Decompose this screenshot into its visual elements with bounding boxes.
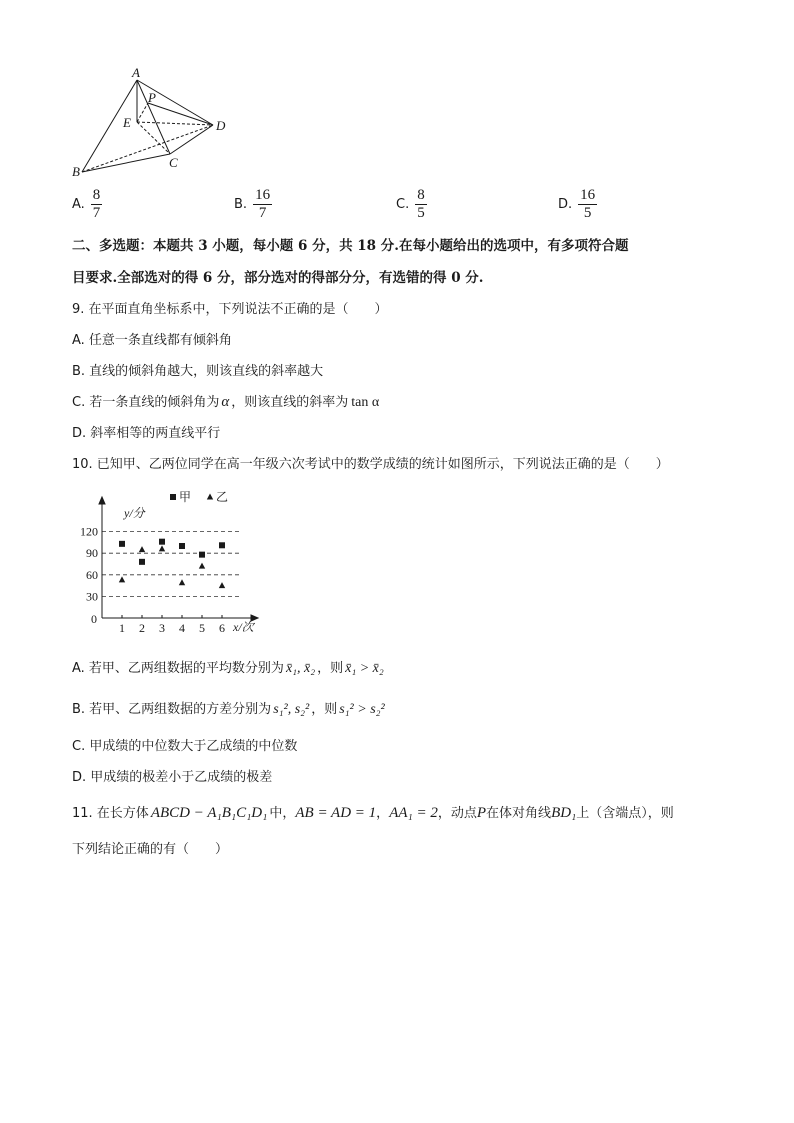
geometry-figure	[70, 66, 240, 181]
edge-bd-dashed	[82, 125, 213, 172]
x-axis-label: x/次	[233, 620, 254, 634]
legend-marker-jia	[170, 494, 176, 500]
mean-symbols: x̄₁, x̄₂	[285, 661, 316, 676]
q9-option-b[interactable]: B. 直线的倾斜角越大，则该直线的斜率越大	[72, 364, 324, 379]
label-e: E	[123, 115, 131, 130]
jia-point-2	[139, 559, 145, 565]
jia-point-1	[119, 541, 125, 547]
x-tick-label-6: 6	[219, 621, 225, 635]
chart-axes	[99, 497, 258, 621]
q8-option-d[interactable]	[558, 187, 597, 222]
variance-inequality: s₁² > s₂²	[339, 702, 385, 717]
option-label: C.	[396, 197, 410, 212]
q10-b-text2: ，则	[311, 702, 338, 717]
score-scatter-chart	[70, 485, 270, 635]
point-p: P	[476, 805, 487, 821]
edge-ed-dashed	[137, 122, 213, 125]
q9-option-d[interactable]: D. 斜率相等的两直线平行	[72, 426, 221, 441]
label-c: C	[169, 155, 178, 170]
option-label: A.	[72, 197, 85, 212]
q9-c-text: C. 若一条直线的倾斜角为	[72, 395, 220, 410]
legend-marker-yi	[207, 494, 213, 500]
x-tick-label-1: 1	[119, 621, 125, 635]
label-p: P	[148, 90, 156, 105]
mean-inequality: x̄₁ > x̄₂	[345, 661, 384, 676]
q10-option-c[interactable]: C. 甲成绩的中位数大于乙成绩的中位数	[72, 739, 298, 754]
eq-ab-ad: AB = AD = 1	[295, 805, 377, 821]
edge-cd	[170, 125, 213, 154]
edge-ep-dashed	[137, 103, 148, 122]
q11-text4: 上（含端点），则	[576, 806, 674, 821]
y-tick-label-120: 120	[80, 524, 98, 539]
y-tick-label-60: 60	[86, 567, 98, 582]
q9-c-text2: ，则该直线的斜率为	[231, 395, 349, 410]
fraction: $\frac{16}{7}$	[255, 187, 271, 221]
alpha-symbol: α	[221, 394, 230, 410]
q8-option-b[interactable]	[234, 187, 272, 222]
origin-label: 0	[91, 612, 97, 626]
jia-point-4	[179, 543, 185, 549]
eq-aa1: AA₁ = 2	[389, 805, 438, 821]
x-tick-label-3: 3	[159, 621, 165, 635]
edge-ec-dashed	[137, 122, 170, 154]
q11-number: 11. 在长方体	[72, 806, 149, 821]
q10-option-b[interactable]	[72, 698, 385, 718]
tan-alpha: tan α	[351, 395, 380, 410]
x-tick-label-5: 5	[199, 621, 205, 635]
diagonal-bd1: BD₁	[551, 805, 577, 821]
q8-option-a[interactable]	[72, 187, 102, 222]
jia-point-5	[199, 552, 205, 558]
label-b: B	[72, 164, 80, 179]
q10-option-d[interactable]: D. 甲成绩的极差小于乙成绩的极差	[72, 770, 273, 785]
q8-option-c[interactable]	[396, 187, 427, 222]
fraction: $\frac{8}{5}$	[417, 187, 425, 221]
label-a: A	[132, 66, 140, 80]
q11-text3: 在体对角线	[486, 806, 552, 821]
q11-comma: ，	[376, 806, 390, 821]
q9-stem: 9. 在平面直角坐标系中，下列说法不正确的是（ ）	[72, 302, 388, 317]
jia-point-3	[159, 539, 165, 545]
legend-label-jia: 甲	[179, 490, 192, 504]
fraction: $\frac{16}{5}$	[580, 187, 596, 221]
variance-symbols: s₁², s₂²	[273, 702, 310, 717]
section2-line2: 目要求.全部选对的得 6 分，部分选对的得部分分，有选错的得 0 分.	[72, 270, 484, 286]
q11-stem-line2: 下列结论正确的有（ ）	[72, 842, 229, 857]
option-label: B.	[234, 197, 248, 212]
solid-name: ABCD − A₁B₁C₁D₁	[150, 805, 268, 821]
yi-point-3	[159, 545, 165, 551]
q10-a-text2: ，则	[317, 661, 344, 676]
x-tick-label-2: 2	[139, 621, 145, 635]
y-tick-label-90: 90	[86, 546, 98, 561]
y-tick-label-30: 30	[86, 589, 98, 604]
yi-point-4	[179, 579, 185, 585]
yi-point-1	[119, 576, 125, 582]
y-axis-label: y/分	[124, 506, 145, 520]
q10-a-text: A. 若甲、乙两组数据的平均数分别为	[72, 661, 284, 676]
jia-point-6	[219, 542, 225, 548]
yi-point-6	[219, 582, 225, 588]
q9-option-c[interactable]	[72, 391, 379, 411]
q11-text2: ，动点	[437, 806, 477, 821]
chart-points	[119, 539, 225, 588]
q11-text: 中，	[269, 806, 296, 821]
option-label: D.	[558, 197, 573, 212]
legend-label-yi: 乙	[216, 490, 229, 504]
q10-stem: 10. 已知甲、乙两位同学在高一年级六次考试中的数学成绩的统计如图所示，下列说法正确的是（ ）	[72, 457, 669, 472]
chart-legend	[170, 490, 228, 504]
section2-line1: 二、多选题：本题共 3 小题，每小题 6 分，共 18 分.在每小题给出的选项中，有多项符合题	[72, 238, 629, 254]
q11-stem-line1	[72, 802, 674, 822]
q10-b-text: B. 若甲、乙两组数据的方差分别为	[72, 702, 272, 717]
q9-option-a[interactable]: A. 任意一条直线都有倾斜角	[72, 333, 232, 348]
yi-point-2	[139, 546, 145, 552]
y-axis-arrow	[99, 497, 105, 504]
yi-point-5	[199, 563, 205, 569]
q10-option-a[interactable]	[72, 657, 384, 677]
x-tick-label-4: 4	[179, 621, 185, 635]
fraction: $\frac{8}{7}$	[92, 187, 101, 221]
label-d: D	[216, 118, 226, 133]
